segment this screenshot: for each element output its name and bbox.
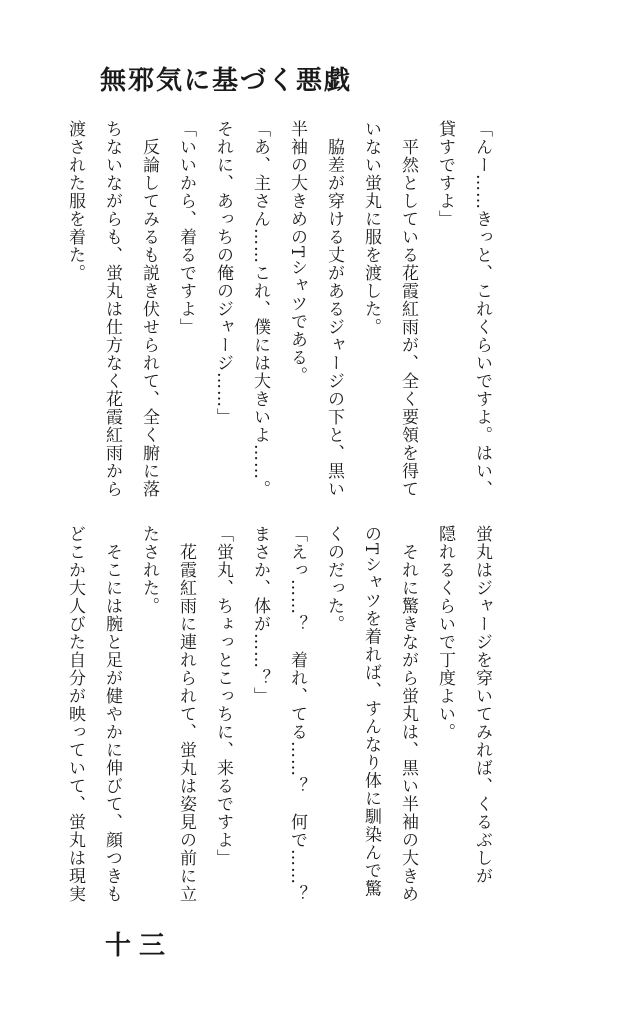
text-line: 蛍丸はジャージを穿いてみれば、くるぶしが (472, 525, 492, 885)
text-line: そこには腕と足が健やかに伸びて、顔つきも (102, 525, 122, 903)
text-line: のTシャツを着れば、すんなり体に馴染んで驚 (361, 525, 381, 898)
text-line: まさか、体が……？」 (250, 525, 270, 705)
text-line: 「あ、主さん……これ、僕には大きいよ……。 (250, 120, 270, 498)
text-line: 隠れるくらいで丁度よい。 (435, 525, 455, 741)
text-line: それに、あっちの俺のジャージ……」 (213, 120, 233, 426)
text-line: 「蛍丸、ちょっとこっちに、来るですよ」 (213, 525, 233, 867)
text-line: 貸すですよ」 (435, 120, 455, 228)
text-line: 「えっ……？ 着れ、てる……？ 何で……？ (287, 525, 307, 903)
text-line: どこか大人びた自分が映っていて、蛍丸は現実 (65, 525, 85, 903)
text-block-bottom (56, 525, 500, 920)
text-line: ちないながらも、蛍丸は仕方なく花霞紅雨から (102, 120, 122, 498)
text-line: 「いいから、着るですよ」 (176, 120, 196, 336)
text-line: 脇差が穿ける丈があるジャージの下と、黒い (324, 120, 344, 498)
text-line: くのだった。 (324, 525, 344, 633)
text-line: 花霞紅雨に連れられて、蛍丸は姿見の前に立 (176, 525, 196, 903)
chapter-title: 無邪気に基づく悪戯 (100, 66, 353, 96)
text-line: それに驚きながら蛍丸は、黒い半袖の大きめ (398, 525, 418, 903)
page-number: 十三 (105, 931, 174, 961)
text-line: 反論してみるも説き伏せられて、全く腑に落 (139, 120, 159, 498)
text-line: いない蛍丸に服を渡した。 (361, 120, 381, 336)
text-block-top (56, 120, 500, 500)
text-line: 平然としている花霞紅雨が、全く要領を得て (398, 120, 418, 498)
text-line: 「んー……きっと、これくらいですよ。はい、 (472, 120, 492, 498)
text-line: 渡された服を着た。 (65, 120, 85, 282)
text-line: 半袖の大きめのTシャツである。 (287, 120, 307, 385)
text-line: たされた。 (139, 525, 159, 615)
